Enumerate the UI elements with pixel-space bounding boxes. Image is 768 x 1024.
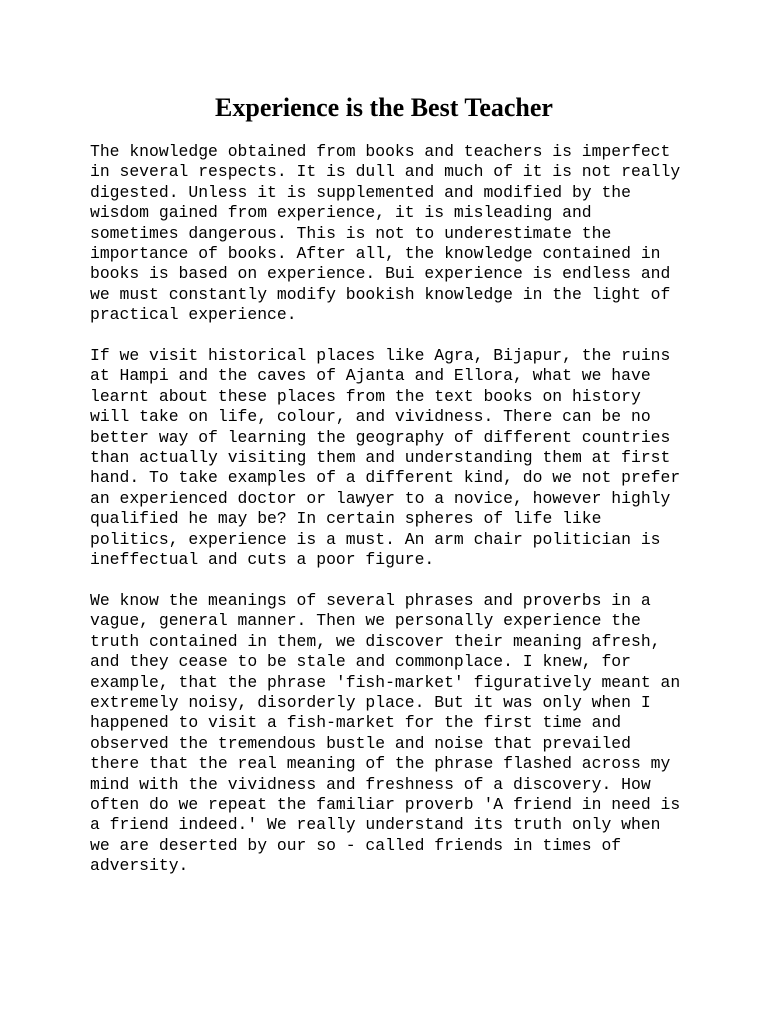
paragraph-3: We know the meanings of several phrases and proverbs in a vague, general manner. Then we personally experience the truth contained in them, we discover their meaning afresh, and they cease to be stale and commonplace. I knew, for example, that the phrase 'fish-market' figuratively meant an extremely noisy, disorderly place. But it was only when I happened to visit a fish-market for the first time and observed the tremendous bustle and noise that prevailed there that the real meaning of the phrase flashed across my mind with the vividness and freshness of a discovery. How often do we repeat the familiar proverb 'A friend in need is a friend indeed.' We really understand its truth only when we are deserted by our so - called friends in times of adversity. <box>90 590 681 876</box>
page-title: Experience is the Best Teacher <box>215 93 553 122</box>
paragraph-2: If we visit historical places like Agra, Bijapur, the ruins at Hampi and the caves of Ajanta and Ellora, what we have learnt about these places from the text books on history will take on life, colour, and vividness. There can be no better way of learning the geography of different countries than actually visiting them and understanding them at first hand. To take examples of a different kind, do we not prefer an experienced doctor or lawyer to a novice, however highly qualified he may be? In certain spheres of life like politics, experience is a must. An arm chair politician is ineffectual and cuts a poor figure. <box>90 346 681 570</box>
document-body <box>90 142 690 897</box>
paragraph-1: The knowledge obtained from books and teachers is imperfect in several respects. It is dull and much of it is not really digested. Unless it is supplemented and modified by the wisdom gained from experience, it is misleading and sometimes dangerous. This is not to underestimate the importance of books. After all, the knowledge contained in books is based on experience. Bui experience is endless and we must constantly modify bookish knowledge in the light of practical experience. <box>90 142 681 325</box>
